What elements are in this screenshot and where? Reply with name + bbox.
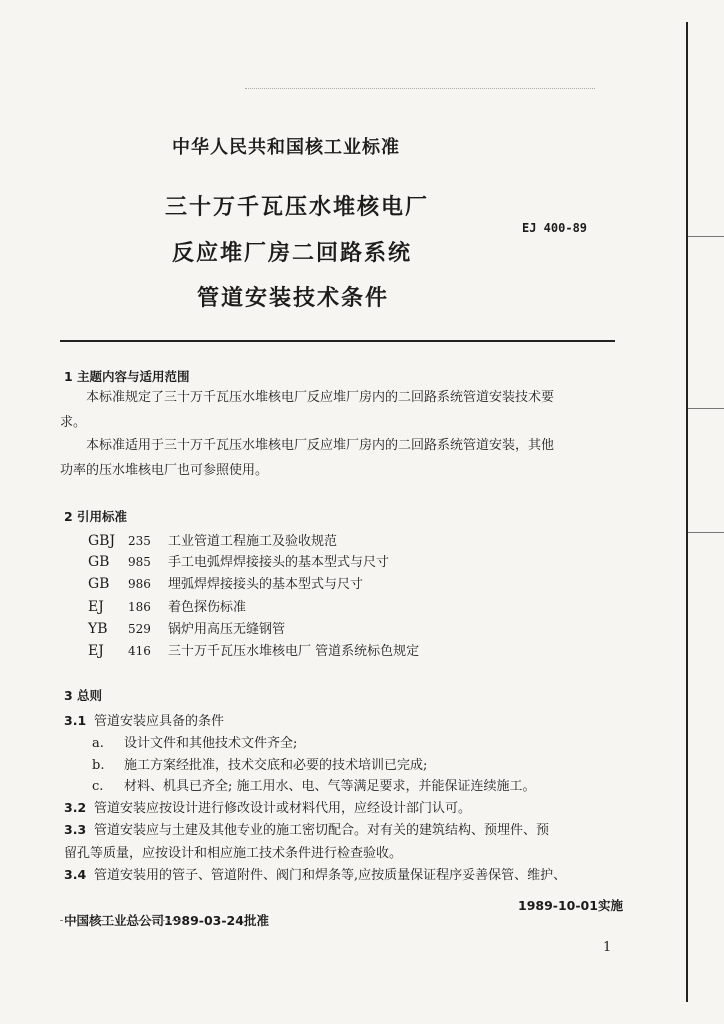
binding-line <box>686 22 688 1002</box>
ref-number: 985 <box>128 555 151 569</box>
sec1-para1-line1: 本标准规定了三十万千瓦压水堆核电厂反应堆厂房内的二回路系统管道安装技术要 <box>86 390 555 405</box>
doc-title-line-2: 反应堆厂房二回路系统 <box>172 241 413 266</box>
clause-text: 管道安装应具备的条件 <box>94 714 225 729</box>
scan-noise <box>245 88 595 91</box>
org-name: 中华人民共和国核工业标准 <box>172 137 400 158</box>
ref-row <box>88 551 389 570</box>
list-marker: b. <box>92 758 105 773</box>
ref-number: 416 <box>128 644 151 658</box>
ref-code: GB <box>88 576 110 592</box>
effective-date: 1989-10-01实施 <box>518 898 623 913</box>
clause-3-3 <box>64 819 549 838</box>
ref-row <box>88 640 419 659</box>
section-2-heading: 2 引用标准 <box>64 509 128 524</box>
clause-text: 管道安装应按设计进行修改设计或材料代用，应经设计部门认可。 <box>94 801 472 816</box>
section-1-heading: 1 主题内容与适用范围 <box>64 369 190 384</box>
footer-mark <box>60 920 180 921</box>
ref-title: 手工电弧焊焊接接头的基本型式与尺寸 <box>168 555 390 570</box>
clause-number: 3.1 <box>64 713 87 728</box>
clause-number: 3.3 <box>64 822 87 837</box>
ref-title: 埋弧焊焊接接头的基本型式与尺寸 <box>168 577 364 592</box>
list-marker: c. <box>92 779 104 794</box>
clause-text: 管道安装用的管子、管道附件、阀门和焊条等,应按质量保证程序妥善保管、维护、 <box>94 868 567 883</box>
clause-number: 3.4 <box>64 867 87 882</box>
ref-row <box>88 596 246 615</box>
clause-3-2 <box>64 797 471 816</box>
section-3-heading: 3 总则 <box>64 688 103 703</box>
doc-title-line-3: 管道安装技术条件 <box>197 286 390 311</box>
list-item <box>92 754 427 773</box>
ref-row <box>88 573 363 592</box>
ref-code: EJ <box>88 643 104 659</box>
sec1-para1-line2: 求。 <box>60 415 87 430</box>
page-number: 1 <box>603 940 612 955</box>
clause-number: 3.2 <box>64 800 87 815</box>
edge-tick <box>688 408 724 409</box>
ref-title: 着色探伤标准 <box>168 600 247 615</box>
approval-line: 中国核工业总公司1989-03-24批准 <box>64 913 269 928</box>
sec1-para2-line2: 功率的压水堆核电厂也可参照使用。 <box>60 463 269 478</box>
ref-title: 锅炉用高压无缝钢管 <box>168 622 286 637</box>
edge-tick <box>688 532 724 533</box>
ref-code: YB <box>88 621 108 637</box>
clause-3-3-continuation: 留孔等质量，应按设计和相应施工技术条件进行检查验收。 <box>64 846 403 861</box>
list-text: 施工方案经批准，技术交底和必要的技术培训已完成; <box>124 758 428 773</box>
list-item <box>92 732 297 751</box>
sec1-para2-line1: 本标准适用于三十万千瓦压水堆核电厂反应堆厂房内的二回路系统管道安装，其他 <box>86 438 555 453</box>
ref-code: GBJ <box>88 533 116 549</box>
ref-code: GB <box>88 554 110 570</box>
header-rule <box>60 340 615 342</box>
ref-row <box>88 618 285 637</box>
ref-row <box>88 530 337 549</box>
edge-tick <box>688 236 724 237</box>
list-item <box>92 775 536 794</box>
ref-number: 186 <box>128 600 151 614</box>
ref-number: 529 <box>128 622 151 636</box>
ref-number: 986 <box>128 577 151 591</box>
ref-number: 235 <box>128 534 151 548</box>
clause-3-4 <box>64 864 566 883</box>
clause-text: 管道安装应与土建及其他专业的施工密切配合。对有关的建筑结构、预埋件、预 <box>94 823 550 838</box>
ref-code: EJ <box>88 599 104 615</box>
list-text: 设计文件和其他技术文件齐全; <box>124 736 298 751</box>
standard-code: EJ 400-89 <box>522 221 588 235</box>
list-text: 材料、机具已齐全; 施工用水、电、气等满足要求，并能保证连续施工。 <box>124 779 536 794</box>
doc-title-line-1: 三十万千瓦压水堆核电厂 <box>165 195 430 220</box>
list-marker: a. <box>92 736 104 751</box>
ref-title: 三十万千瓦压水堆核电厂 管道系统标色规定 <box>168 644 420 659</box>
ref-title: 工业管道工程施工及验收规范 <box>168 534 338 549</box>
clause-3-1 <box>64 710 224 729</box>
